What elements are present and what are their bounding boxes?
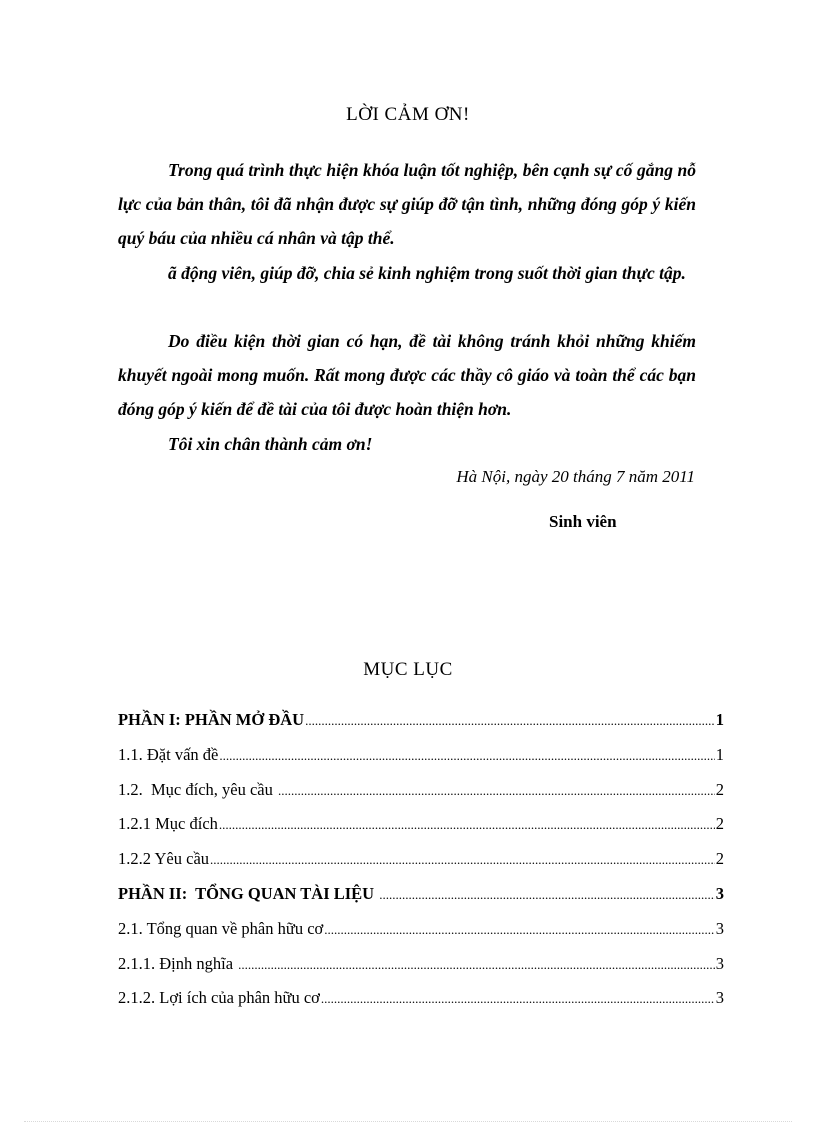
table-of-contents (118, 710, 724, 1023)
toc-entry-label: 2.1.1. Định nghĩa (118, 953, 238, 973)
toc-entry-label: PHẦN I: PHẦN MỞ ĐẦU (118, 710, 305, 729)
date-line: Hà Nội, ngày 20 tháng 7 năm 2011 (456, 467, 695, 486)
toc-leader-dots (219, 748, 714, 764)
toc-entry-page: 3 (715, 883, 724, 903)
page-edge-divider (24, 1121, 792, 1122)
toc-leader-dots (219, 817, 715, 833)
toc-entry[interactable] (118, 814, 724, 849)
acknowledgement-title: LỜI CẢM ƠN! (346, 104, 470, 125)
toc-entry-label: 1.2.1 Mục đích (118, 814, 218, 834)
toc-entry-page: 3 (715, 918, 724, 938)
toc-entry[interactable] (118, 884, 724, 919)
toc-entry[interactable] (118, 954, 724, 989)
toc-leader-dots (238, 957, 715, 973)
acknowledgement-paragraph-4: Tôi xin chân thành cảm ơn! (168, 434, 373, 454)
toc-leader-dots (324, 922, 715, 938)
toc-entry-page: 3 (715, 988, 724, 1008)
toc-entry-page: 2 (715, 849, 724, 869)
toc-entry-page: 3 (715, 953, 724, 973)
signer-label: Sinh viên (549, 512, 617, 531)
toc-entry-label: PHẦN II: TỔNG QUAN TÀI LIỆU (118, 883, 379, 903)
toc-entry[interactable] (118, 988, 724, 1023)
toc-leader-dots (210, 852, 715, 868)
toc-entry-page: 2 (715, 779, 724, 799)
toc-entry-page: 2 (715, 814, 724, 834)
toc-entry-label: 2.1.2. Lợi ích của phân hữu cơ (118, 988, 320, 1008)
toc-entry-label: 1.2.2 Yêu cầu (118, 849, 210, 869)
toc-entry[interactable] (118, 710, 724, 745)
toc-entry-page: 1 (715, 710, 724, 729)
toc-entry[interactable] (118, 919, 724, 954)
toc-entry[interactable] (118, 745, 724, 780)
acknowledgement-paragraph-2: ã động viên, giúp đỡ, chia sẻ kinh nghiệm trong suốt thời gian thực tập. (168, 263, 686, 283)
toc-leader-dots (379, 887, 715, 903)
toc-entry-page: 1 (715, 744, 724, 764)
toc-leader-dots (278, 783, 715, 799)
toc-leader-dots (321, 991, 715, 1007)
toc-entry-label: 2.1. Tổng quan về phân hữu cơ (118, 918, 324, 938)
toc-entry-label: 1.2. Mục đích, yêu cầu (118, 779, 277, 799)
toc-entry[interactable] (118, 780, 724, 815)
acknowledgement-paragraph-3: Do điều kiện thời gian có hạn, đề tài không tránh khỏi những khiếm khuyết ngoài mong muốn. Rất mong được các thầy cô giáo và toàn thể các bạn đóng góp ý kiến để đề tài của tôi được hoàn thiện hơn. (118, 331, 696, 419)
toc-entry-label: 1.1. Đặt vấn đề (118, 744, 219, 764)
toc-leader-dots (305, 713, 715, 729)
toc-entry[interactable] (118, 849, 724, 884)
toc-title: MỤC LỤC (363, 659, 453, 680)
acknowledgement-paragraph-1: Trong quá trình thực hiện khóa luận tốt nghiệp, bên cạnh sự cố gắng nỗ lực của bản thân, tôi đã nhận được sự giúp đỡ tận tình, những đóng góp ý kiến quý báu của nhiều cá nhân và tập thể. (118, 160, 696, 248)
